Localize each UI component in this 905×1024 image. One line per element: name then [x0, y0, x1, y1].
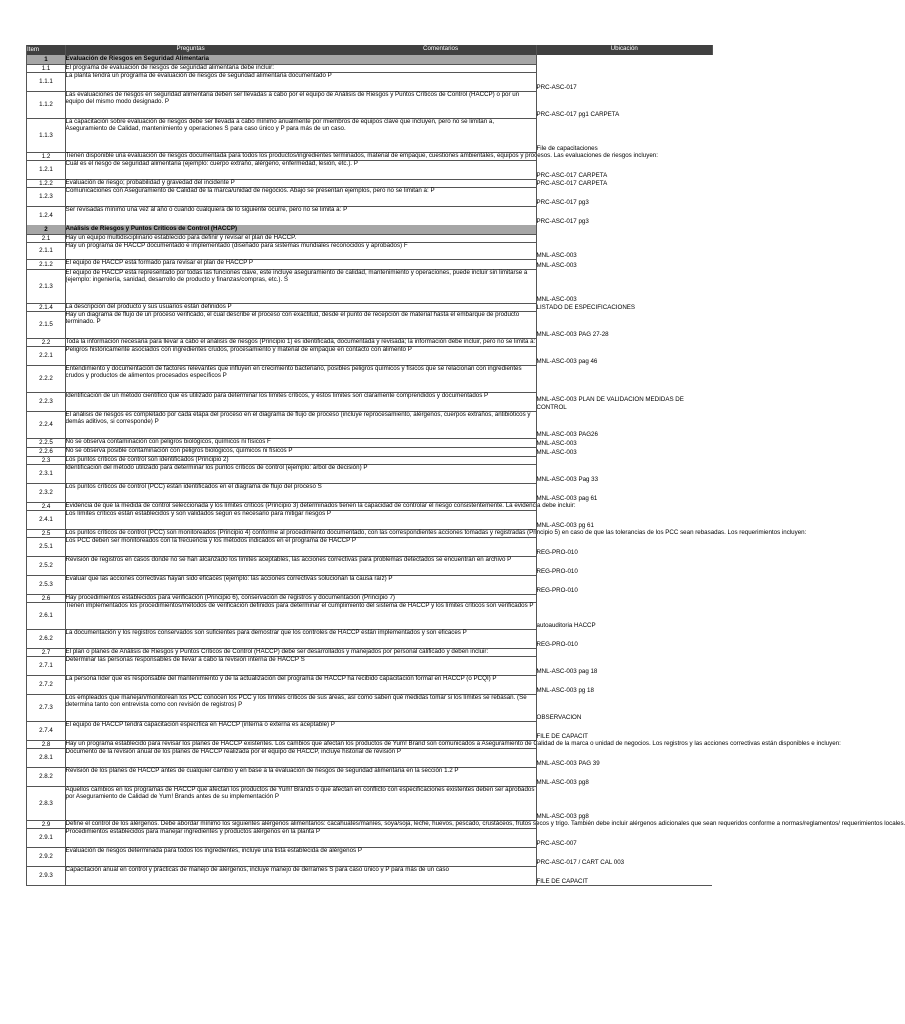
item-number: 2.1.4	[39, 303, 53, 311]
question-row	[26, 656, 712, 675]
question-text: Evaluación de riesgos determinada para todos los ingredientes, incluye una lista establecida de alérgenos P	[65, 847, 362, 854]
item-number: 1.1.3	[39, 131, 53, 139]
item-number: 2.7.3	[39, 704, 53, 712]
question-text: La persona líder que es responsable del mantenimiento y de la actualización del programa de HACCP ha recibido capacitación formal en HACCP (o PCQI) P	[65, 675, 497, 682]
item-number: 2.6.2	[39, 635, 53, 643]
location-text: autoauditoria HACCP	[536, 621, 596, 629]
question-text: El plan o planes de Análisis de Riesgos y Puntos Críticos de Control (HACCP) debe ser desarrollados y manejados por personal calificado y deben incluir:	[65, 648, 489, 655]
question-row	[26, 866, 712, 885]
location-text: MNL-ASC-003 PAG26	[536, 430, 598, 438]
location-cell	[536, 338, 712, 346]
location-cell	[536, 91, 712, 118]
question-row	[26, 447, 712, 456]
question-row	[26, 483, 712, 502]
location-cell	[536, 225, 712, 234]
location-cell	[536, 392, 712, 411]
location-cell	[536, 72, 712, 91]
item-number: 1.1.1	[39, 78, 53, 86]
question-text: La documentación y los registros conservados son suficientes para demostrar que los controles de HACCP están implementados y son eficaces P	[65, 629, 467, 636]
location-text: MNL-ASC-003	[536, 261, 577, 269]
location-cell	[536, 206, 712, 225]
location-cell	[536, 242, 712, 259]
location-text: LISTADO DE ESPECIFICACIONES	[536, 303, 636, 311]
location-text: REG-PRO-010	[536, 586, 578, 594]
location-cell	[536, 847, 712, 866]
location-text: FILE DE CAPACIT	[536, 877, 588, 885]
item-number: 2.7.2	[39, 681, 53, 689]
location-text: PRC-ASC-017 pg3	[536, 198, 589, 206]
item-number: 2.8.3	[39, 799, 53, 807]
item-number: 2.2.6	[39, 448, 53, 456]
question-row	[26, 786, 712, 820]
location-divider	[536, 885, 712, 886]
subsection-row	[26, 594, 712, 602]
question-row	[26, 303, 712, 311]
question-text: Tienen implementados los procedimientos/métodos de verificación definidos para determinar el cumplimiento del sistema de HACCP y los límites críticos son verificados P	[65, 602, 534, 609]
location-text: MNL-ASC-003 pag 46	[536, 357, 598, 365]
question-text: Identificación del método utilizado para determinar los puntos críticos de control (ejemplo: árbol de decisión) P	[65, 464, 368, 471]
location-cell	[536, 152, 712, 160]
location-cell	[536, 64, 712, 72]
question-text: El análisis de riesgos es completado por cada etapa del proceso en el diagrama de flujo de proceso (incluye reprocesamiento, alérgenos, cuerpos extraños, antibióticos y demás aditivos, si corresponde) P	[65, 411, 531, 426]
question-row	[26, 847, 712, 866]
item-number: 2.5.1	[39, 543, 53, 551]
header-question: Preguntas	[176, 45, 205, 52]
question-row	[26, 629, 712, 648]
question-text: Revisión de registros en casos donde no se han alcanzado los límites aceptables, las acciones correctivas para problemas detectados se encuentran en archivo P	[65, 556, 512, 563]
location-cell	[536, 602, 712, 629]
location-cell	[536, 866, 712, 885]
location-text: MNL-ASC-003 pag 61	[536, 494, 598, 502]
item-number: 2.4.1	[39, 516, 53, 524]
location-cell	[536, 786, 712, 820]
question-text: Entendimiento y documentación de factores relevantes que influyen en crecimiento bacteriano, posibles peligros químicos y físicos que se relacionan con ingredientes crudos y productos de alimentos procesados específicos P	[65, 365, 522, 380]
location-cell	[536, 675, 712, 694]
question-row	[26, 346, 712, 365]
location-text: PRC-ASC-017 pg1 CARPETA	[536, 110, 620, 118]
question-text: Los puntos críticos de control (PCC) están identificados en el diagrama de flujo del proceso S	[65, 483, 322, 490]
question-text: Revisión de los planes de HACCP antes de cualquier cambio y en base a la evaluación de riesgos de seguridad alimentaria en la sección 1.2 P	[65, 767, 459, 774]
subsection-row	[26, 529, 807, 537]
location-cell	[536, 346, 712, 365]
location-cell	[536, 447, 712, 456]
location-text: REG-PRO-010	[536, 640, 578, 648]
question-row	[26, 365, 712, 392]
item-number: 2.5	[41, 529, 51, 537]
item-number: 2.4	[41, 502, 51, 510]
item-number: 1.2	[41, 152, 51, 160]
section-row	[26, 55, 536, 64]
location-text: File de capacitaciones	[536, 144, 598, 152]
subsection-row	[26, 64, 712, 72]
question-row	[26, 179, 712, 187]
subsection-row	[26, 338, 712, 346]
question-text: Tienen disponible una evaluación de riesgos documentada para todos los productos/ingredientes terminados, material de empaque, cuestiones ambientales, equipos y procesos. Las evaluaciones de riesgos incluyen:	[65, 152, 658, 159]
item-number: 2.5.2	[39, 562, 53, 570]
location-cell	[536, 483, 712, 502]
item-number: 1	[44, 55, 48, 63]
item-number: 2.5.3	[39, 581, 53, 589]
location-text: MNL-ASC-003	[536, 439, 577, 447]
question-row	[26, 311, 712, 338]
location-text: OBSERVACION	[536, 713, 582, 721]
location-cell	[536, 537, 712, 556]
location-cell	[536, 510, 712, 529]
location-cell	[536, 55, 712, 64]
location-cell	[536, 118, 712, 152]
question-text: Hay un equipo multidisciplinario establecido para definir y revisar el plan de HACCP.	[65, 234, 297, 241]
item-number: 2.2	[41, 338, 51, 346]
header-row	[26, 45, 712, 55]
question-text: Capacitación anual en control y prácticas de manejo de alérgenos, incluye manejo de derrames S para caso único y P para más de un caso	[65, 866, 449, 873]
question-text: La planta tendrá un programa de evaluación de riesgos de seguridad alimentaria documentado P	[65, 72, 332, 79]
location-text: MNL-ASC-003 PAG 39	[536, 759, 600, 767]
item-number: 2.1.3	[39, 282, 53, 290]
question-text: Ser revisadas mínimo una vez al año o cuando cualquiera de lo siguiente ocurre, pero no se limita a: P	[65, 206, 348, 213]
question-text: No se observa contaminación con peligros biológicos, químicos ni físicos F	[65, 438, 271, 445]
location-cell	[536, 648, 712, 656]
question-text: Evaluación de Riesgos en Seguridad Alimentaria	[65, 55, 209, 62]
question-row	[26, 602, 712, 629]
location-text: MNL-ASC-003 Pag 33	[536, 475, 599, 483]
location-cell	[536, 556, 712, 575]
question-text: La capacitación sobre evaluación de riesgos debe ser llevada a cabo mínimo anualmente por miembros de equipos clave que incluyen, pero no se limitan a, Aseguramiento de Calidad, mantenimiento y operaciones S para caso único y P para más de un caso.	[65, 118, 495, 133]
question-row	[26, 694, 712, 721]
question-text: Determinar las personas responsables de llevar a cabo la revisión interna de HACCP S	[65, 656, 305, 663]
question-row	[26, 675, 712, 694]
item-number: 2.8	[41, 740, 51, 748]
question-row	[26, 242, 712, 259]
location-text: MNL-ASC-003 pg8	[536, 812, 589, 820]
item-number: 2.8.2	[39, 773, 53, 781]
question-row	[26, 748, 712, 767]
location-cell	[536, 694, 712, 721]
item-number: 1.1.2	[39, 101, 53, 109]
item-number: 2.9	[41, 820, 51, 828]
item-number: 2.6.1	[39, 612, 53, 620]
question-text: Aquellos cambios en los programas de HACCP que afectan los productos de Yum! Brands o que afectan en conflicto con especificaciones existentes deben ser aprobados por Aseguramiento de Calidad de Yum! Brands antes de su implementación P	[65, 786, 535, 801]
location-text: MNL-ASC-003 pg 61	[536, 521, 594, 529]
question-text: Procedimientos establecidos para manejar ingredientes y productos alérgenos en la planta P	[65, 828, 321, 835]
question-text: Toda la información necesaria para llevar a cabo el análisis de riesgos (Principio 1) es identificada, documentada y revisada; la información debe incluir, pero no se limita a:	[65, 338, 536, 345]
item-number: 2.2.4	[39, 421, 53, 429]
question-text: El equipo de HACCP está formado para revisar el plan de HACCP P	[65, 259, 254, 266]
location-cell	[536, 303, 712, 311]
question-row	[26, 411, 712, 438]
location-text: MNL-ASC-003 pg8	[536, 778, 589, 786]
item-number: 2.1.5	[39, 321, 53, 329]
item-number: 2.7.1	[39, 662, 53, 670]
question-text: Los empleados que manejan/monitorean los PCC conocen los PCC y los límites críticos de sus áreas, así como saben qué medidas tomar si los límites se rebasan. (Se determina tanto con entrevista como con revisión de registros) P	[65, 694, 527, 709]
item-number: 2.2.3	[39, 398, 53, 406]
location-text: MNL-ASC-003	[536, 295, 577, 303]
question-row	[26, 767, 712, 786]
item-number: 2.9.3	[39, 872, 53, 880]
location-text: PRC-ASC-017 CARPETA	[536, 171, 608, 179]
question-text: Documento de la revisión anual de los planes de HACCP realizada por el equipo de HACCP, incluye historial de revisión P	[65, 748, 401, 755]
question-text: El programa de evaluación de riesgos de seguridad alimentaria debe incluir:	[65, 64, 274, 71]
item-number: 2.1.1	[39, 247, 53, 255]
location-cell	[536, 820, 712, 828]
header-item: Item	[27, 45, 40, 53]
row-divider	[26, 885, 536, 886]
question-row	[26, 187, 712, 206]
location-cell	[536, 234, 712, 242]
question-row	[26, 91, 712, 118]
question-text: Cuál es el riesgo de seguridad alimentaria (ejemplo: cuerpo extraño, alérgeno, enfermedad, lesión, etc.). P	[65, 160, 358, 167]
location-cell	[536, 767, 712, 786]
column-divider	[26, 45, 27, 885]
location-cell	[536, 502, 712, 510]
question-text: Las evaluaciones de riesgos en seguridad alimentaria deben ser llevadas a cabo por el equipo de Análisis de Riesgos y Puntos Críticos de Control (HACCP) o por un equipo del mismo modo designado. P	[65, 91, 520, 106]
question-row	[26, 438, 712, 447]
location-cell	[536, 259, 712, 269]
location-cell	[536, 828, 712, 847]
item-number: 2.2.2	[39, 375, 53, 383]
location-text: PRC-ASC-017	[536, 83, 577, 91]
question-text: Hay un diagrama de flujo de un proceso verificado, el cual describe el proceso con exactitud, desde el punto de recepción de material hasta el embarque de producto terminado. P	[65, 311, 520, 326]
question-row	[26, 206, 712, 225]
location-text: MNL-ASC-003 pg 18	[536, 686, 594, 694]
question-row	[26, 72, 712, 91]
item-number: 2.1	[41, 234, 51, 242]
location-text: PRC-ASC-007	[536, 839, 577, 847]
item-number: 2.1.2	[39, 260, 53, 268]
item-number: 2	[44, 225, 48, 233]
question-row	[26, 118, 712, 152]
question-text: Evidencia de que la medida de control seleccionada y los límites críticos (Principio 3) determinados tienen la capacidad de controlar el riesgo consistentemente. La evidencia debe incluir:	[65, 502, 576, 509]
location-cell	[536, 187, 712, 206]
subsection-row	[26, 502, 712, 510]
question-text: El equipo de HACCP está representado por todas las funciones clave, este incluye aseguramiento de calidad, mantenimiento y operaciones, puede incluir sin limitarse a (ejemplo: ingeniería, sanidad, desarrollo de producto y finanzas/compras, etc.). S	[65, 269, 528, 284]
subsection-row	[26, 234, 712, 242]
header-location: Ubicación	[610, 45, 638, 52]
location-cell	[536, 365, 712, 392]
item-number: 2.7	[41, 648, 51, 656]
location-cell	[536, 529, 712, 537]
subsection-row	[26, 456, 712, 464]
item-number: 2.9.1	[39, 834, 53, 842]
question-row	[26, 269, 712, 303]
location-cell	[536, 464, 712, 483]
subsection-row	[26, 820, 905, 828]
question-text: Hay un programa establecido para revisar los planes de HACCP existentes. Los cambios que afectan los productos de Yum! Brand son comunicados a Aseguramiento de Calidad de la marca o unidad de negocios. Los registros y las acciones correctivas están disponibles e incluyen:	[65, 740, 841, 747]
subsection-row	[26, 740, 841, 748]
question-row	[26, 828, 712, 847]
item-number: 2.3	[41, 456, 51, 464]
location-text: MNL-ASC-003	[536, 251, 577, 259]
column-divider	[65, 45, 66, 885]
question-text: Comunicaciones con Aseguramiento de Calidad de la marca/unidad de negocios. Abajo se presentan ejemplos, pero no se limitan a: P	[65, 187, 435, 194]
item-number: 2.7.4	[39, 727, 53, 735]
location-text: PRC-ASC-017 / CART CAL 003	[536, 858, 625, 866]
item-number: 1.2.3	[39, 193, 53, 201]
question-text: Evaluar que las acciones correctivas hayan sido eficaces (ejemplo: las acciones correctivas solucionan la causa raíz) P	[65, 575, 393, 582]
column-divider	[536, 45, 537, 885]
location-cell	[536, 160, 712, 179]
question-row	[26, 721, 712, 740]
question-text: No se observa posible contaminación con peligros biológicos, químicos ni físicos P	[65, 447, 293, 454]
location-text: PRC-ASC-017 pg3	[536, 217, 589, 225]
item-number: 1.2.2	[39, 179, 53, 187]
question-row	[26, 392, 712, 411]
section-row	[26, 225, 536, 234]
question-text: Análisis de Riesgos y Puntos Críticos de Control (HACCP)	[65, 225, 238, 232]
location-cell	[536, 629, 712, 648]
question-text: Los PCC deben ser monitoreados con la frecuencia y los métodos indicados en el programa de HACCP P	[65, 537, 357, 544]
question-text: Los puntos críticos de control son identificados (Principio 2)	[65, 456, 229, 463]
location-cell	[536, 456, 712, 464]
location-cell	[536, 269, 712, 303]
header-comments: Comentarios	[423, 45, 459, 52]
item-number: 2.8.1	[39, 754, 53, 762]
item-number: 2.9.2	[39, 853, 53, 861]
question-text: Identificación de un método científico que es utilizado para determinar los límites críticos, y éstos límites son claramente comprendidos y documentados P	[65, 392, 489, 399]
item-number: 2.2.1	[39, 352, 53, 360]
location-cell	[536, 721, 712, 740]
item-number: 1.1	[41, 64, 51, 72]
location-cell	[536, 594, 712, 602]
subsection-row	[26, 648, 712, 656]
question-text: Evaluación de riesgo; probabilidad y gravedad del incidente P	[65, 179, 235, 186]
location-text: MNL-ASC-003 PAG 27-28	[536, 330, 609, 338]
question-text: Los límites críticos están establecidos y son validados según es necesario para mitigar riesgos P	[65, 510, 332, 517]
question-text: El equipo de HACCP tendrá capacitación específica en HACCP (interna o externa es aceptable) P	[65, 721, 335, 728]
location-cell	[536, 311, 712, 338]
column-divider	[712, 45, 713, 55]
question-row	[26, 575, 712, 594]
item-number: 2.6	[41, 594, 51, 602]
question-row	[26, 556, 712, 575]
question-text: Hay procedimientos establecidos para verificación (Principio 6), conservación de registros y documentación (Principio 7)	[65, 594, 395, 601]
item-number: 2.3.2	[39, 489, 53, 497]
location-text: MNL-ASC-003 PLAN DE VALIDACION MEDIDAS DE CONTROL	[536, 396, 684, 411]
location-text: REG-PRO-010	[536, 567, 578, 575]
item-number: 2.2.5	[39, 439, 53, 447]
location-cell	[536, 748, 712, 767]
question-row	[26, 537, 712, 556]
item-number: 2.3.1	[39, 470, 53, 478]
location-text: MNL-ASC-003 pag 18	[536, 667, 598, 675]
location-text: FILE DE CAPACIT	[536, 732, 588, 740]
question-row	[26, 259, 712, 269]
location-cell	[536, 438, 712, 447]
item-number: 1.2.4	[39, 212, 53, 220]
question-text: Los puntos críticos de control (PCC) son monitoreados (Principio 4) conforme al procedimiento documentado, con las correspondientes acciones tomadas y registradas (Principio 5) en caso de que las tolerancias de los PCC sean rebasadas. Los requerimientos incluyen:	[65, 529, 807, 536]
location-text: MNL-ASC-003	[536, 448, 577, 456]
location-cell	[536, 411, 712, 438]
location-text: REG-PRO-010	[536, 548, 578, 556]
question-row	[26, 160, 712, 179]
question-text: Define el control de los alérgenos. Debe abordar mínimo los siguientes alérgenos alimentarios: cacahuates/maníes, soya/soja, leche, huevos, pescado, crustáceos, frutos secos y trigo. También debe incluir alérgenos adicionales que sean requeridos conforme a normas/reglamentos/ requerimientos locales.	[65, 820, 905, 827]
question-row	[26, 464, 712, 483]
location-cell	[536, 575, 712, 594]
question-text: Peligros históricamente asociados con ingredientes crudos, procesamiento y material de empaque en contacto con alimento P	[65, 346, 412, 353]
question-row	[26, 510, 712, 529]
question-text: La descripción del producto y sus usuarios están definidos P	[65, 303, 232, 310]
location-text: PRC-ASC-017 CARPETA	[536, 179, 608, 187]
item-number: 1.2.1	[39, 166, 53, 174]
location-cell	[536, 656, 712, 675]
location-cell	[536, 179, 712, 187]
location-cell	[536, 740, 712, 748]
question-text: Hay un programa de HACCP documentado e implementado (diseñado para sistemas mundiales reconocidos y aprobados) F	[65, 242, 408, 249]
subsection-row	[26, 152, 712, 160]
